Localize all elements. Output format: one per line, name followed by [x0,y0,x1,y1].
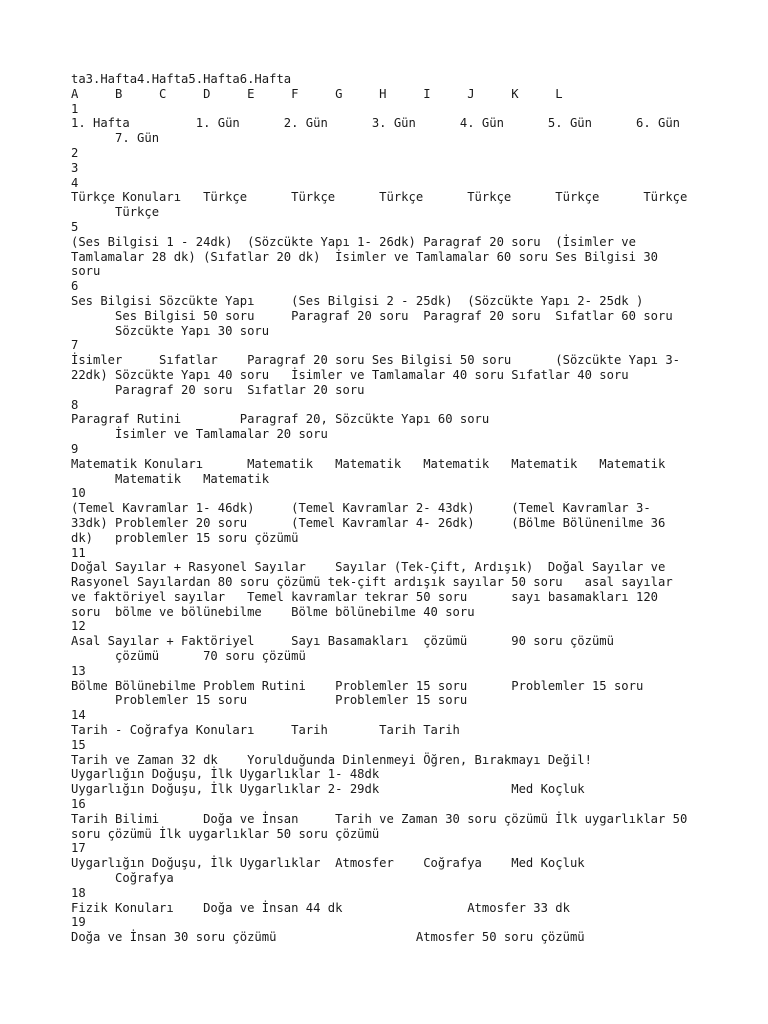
text-line: 14 [71,708,86,723]
text-line: 11 [71,545,86,560]
text-line: Tarih - Coğrafya Konuları Tarih Tarih Tarih [71,723,460,738]
text-line: Ses Bilgisi 50 soru Paragraf 20 soru Paragraf 20 soru Sıfatlar 60 soru [71,308,673,323]
text-line: Ses Bilgisi Sözcükte Yapı (Ses Bilgisi 2 - 25dk) (Sözcükte Yapı 2- 25dk ) [71,293,644,308]
text-line: Uygarlığın Doğuşu, İlk Uygarlıklar Atmosfer Coğrafya Med Koçluk [71,856,585,871]
text-line: 8 [71,397,79,412]
text-line: Uygarlığın Doğuşu, İlk Uygarlıklar 1- 48dk [71,767,380,782]
text-line: Tarih Bilimi Doğa ve İnsan Tarih ve Zaman 30 soru çözümü İlk uygarlıklar 50 [71,811,688,826]
text-line: Matematik Matematik [71,471,270,486]
text-line: soru [71,264,101,279]
text-line: 1. Hafta 1. Gün 2. Gün 3. Gün 4. Gün 5. Gün 6. Gün [71,116,681,131]
text-line: 7 [71,338,79,353]
text-line: 1 [71,101,79,116]
text-line: 22dk) Sözcükte Yapı 40 soru İsimler ve Tamlamalar 40 soru Sıfatlar 40 soru [71,367,629,382]
text-line: 13 [71,663,86,678]
text-line: 33dk) Problemler 20 soru (Temel Kavramlar 4- 26dk) (Bölme Bölünenilme 36 [71,515,666,530]
text-line: 12 [71,619,86,634]
text-line: 9 [71,441,79,456]
text-line: Doğa ve İnsan 30 soru çözümü Atmosfer 50 soru çözümü [71,930,585,945]
text-line: 2 [71,145,79,160]
text-line: Paragraf 20 soru Sıfatlar 20 soru [71,382,365,397]
text-line: (Ses Bilgisi 1 - 24dk) (Sözcükte Yapı 1- 26dk) Paragraf 20 soru (İsimler ve [71,234,636,249]
text-line: 18 [71,885,86,900]
text-line: 6 [71,279,79,294]
text-line: Fizik Konuları Doğa ve İnsan 44 dk Atmosfer 33 dk [71,900,570,915]
text-line: Bölme Bölünebilme Problem Rutini Problemler 15 soru Problemler 15 soru [71,678,644,693]
text-line: Türkçe Konuları Türkçe Türkçe Türkçe Türkçe Türkçe Türkçe [71,190,688,205]
text-line: soru bölme ve bölünebilme Bölme bölünebilme 40 soru [71,604,475,619]
text-line: Matematik Konuları Matematik Matematik Matematik Matematik Matematik [71,456,666,471]
text-line: Rasyonel Sayılardan 80 soru çözümü tek-çift ardışık sayılar 50 soru asal sayılar [71,575,673,590]
text-line: Sözcükte Yapı 30 soru [71,323,270,338]
text-line: 10 [71,486,86,501]
text-line: ta3.Hafta4.Hafta5.Hafta6.Hafta [71,72,292,86]
text-line: 16 [71,797,86,812]
text-line: (Temel Kavramlar 1- 46dk) (Temel Kavramlar 2- 43dk) (Temel Kavramlar 3- [71,501,651,516]
text-line: Uygarlığın Doğuşu, İlk Uygarlıklar 2- 29dk Med Koçluk [71,782,585,797]
text-line: Türkçe [71,205,160,220]
text-line: Paragraf Rutini Paragraf 20, Sözcükte Yapı 60 soru [71,412,490,427]
text-line: 7. Gün [71,131,160,146]
text-line: 4 [71,175,79,190]
text-line: İsimler Sıfatlar Paragraf 20 soru Ses Bilgisi 50 soru (Sözcükte Yapı 3- [71,353,681,368]
text-line: A B C D E F G H I J K L [71,86,563,101]
text-line: Doğal Sayılar + Rasyonel Sayılar Sayılar (Tek-Çift, Ardışık) Doğal Sayılar ve [71,560,666,575]
text-line: 5 [71,219,79,234]
text-line: İsimler ve Tamlamalar 20 soru [71,427,328,442]
text-line: Asal Sayılar + Faktöriyel Sayı Basamakları çözümü 90 soru çözümü [71,634,614,649]
text-line: 17 [71,841,86,856]
text-line: Tarih ve Zaman 32 dk Yorulduğunda Dinlenmeyi Öğren, Bırakmayı Değil! [71,752,592,767]
text-line: çözümü 70 soru çözümü [71,649,306,664]
text-line: Problemler 15 soru Problemler 15 soru [71,693,468,708]
text-line: 3 [71,160,79,175]
text-line: 19 [71,915,86,930]
text-line: Coğrafya [71,871,174,886]
text-line: Tamlamalar 28 dk) (Sıfatlar 20 dk) İsimler ve Tamlamalar 60 soru Ses Bilgisi 30 [71,249,658,264]
text-line: ve faktöriyel sayılar Temel kavramlar tekrar 50 soru sayı basamakları 120 [71,589,658,604]
document-body [71,72,711,945]
text-line: dk) problemler 15 soru çözümü [71,530,299,545]
text-line: soru çözümü İlk uygarlıklar 50 soru çözümü [71,826,380,841]
text-line: 15 [71,737,86,752]
